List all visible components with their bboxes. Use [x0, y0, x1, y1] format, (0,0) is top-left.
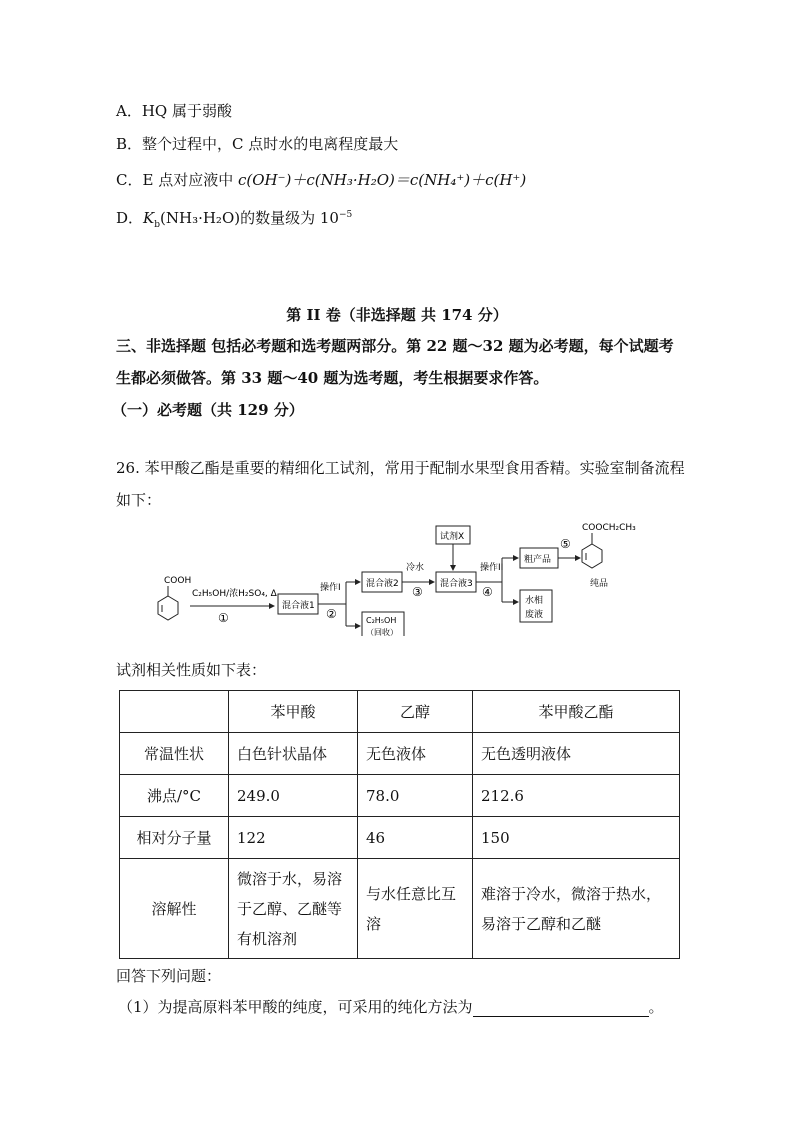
table-header-cell — [120, 691, 229, 733]
table-cell: 249.0 — [229, 775, 358, 817]
reagent-label: C₂H₅OH/浓H₂SO₄, Δ — [192, 589, 277, 599]
table-header-cell: 苯甲酸乙酯 — [473, 691, 680, 733]
table-row — [120, 817, 680, 859]
option-c-prefix: C．E 点对应液中 — [116, 171, 238, 189]
table-cell: 无色透明液体 — [473, 733, 680, 775]
option-b: B．整个过程中，C 点时水的电离程度最大 — [116, 135, 399, 153]
table-cell: 150 — [473, 817, 680, 859]
table-header-cell: 乙醇 — [358, 691, 473, 733]
table-cell: 常温性状 — [120, 733, 229, 775]
step-2: ② — [326, 607, 337, 621]
question-1 — [118, 997, 664, 1017]
table-cell: 溶解性 — [120, 859, 229, 959]
step-3: ③ — [412, 585, 423, 599]
question-1-end: 。 — [648, 998, 664, 1016]
table-cell: 微溶于水，易溶于乙醇、乙醚等有机溶剂 — [229, 859, 358, 959]
option-d-exp: −5 — [338, 210, 353, 220]
table-row — [120, 859, 680, 959]
product-label: COOCH₂CH₃ — [582, 523, 636, 533]
table-row — [120, 733, 680, 775]
pure-label: 纯品 — [590, 579, 609, 589]
section-title: 第 II 卷（非选择题 共 174 分） — [286, 306, 508, 324]
table-header-cell: 苯甲酸 — [229, 691, 358, 733]
mix2-label: 混合液2 — [366, 579, 399, 589]
step-4: ④ — [482, 585, 493, 599]
table-cell: 与水任意比互溶 — [358, 859, 473, 959]
table-intro: 试剂相关性质如下表： — [116, 661, 267, 679]
option-d-prefix: D． — [116, 209, 144, 227]
answer-intro: 回答下列问题： — [116, 967, 222, 985]
water-label-1: 水相 — [525, 596, 544, 606]
option-c-formula: c(OH⁻)＋c(NH₃·H₂O)＝c(NH₄⁺)＋c(H⁺) — [237, 171, 527, 189]
table-cell: 白色针状晶体 — [229, 733, 358, 775]
table-cell: 212.6 — [473, 775, 680, 817]
option-d-sub: b — [154, 220, 161, 230]
option-d-rest: (NH₃·H₂O)的数量级为 10 — [160, 209, 339, 227]
op1-label: 操作I — [320, 583, 341, 593]
table-cell: 78.0 — [358, 775, 473, 817]
table-cell: 沸点/°C — [120, 775, 229, 817]
properties-table — [119, 690, 680, 959]
table-cell: 122 — [229, 817, 358, 859]
op2-label: 操作II — [480, 563, 504, 573]
question-1-text: （1）为提高原料苯甲酸的纯度，可采用的纯化方法为 — [118, 998, 473, 1016]
table-cell: 无色液体 — [358, 733, 473, 775]
step-5: ⑤ — [560, 537, 571, 551]
table-cell: 难溶于冷水，微溶于热水，易溶于乙醇和乙醚 — [473, 859, 680, 959]
crude-label: 粗产品 — [524, 555, 552, 565]
answer-blank[interactable] — [473, 1001, 649, 1017]
mix1-label: 混合液1 — [282, 601, 315, 611]
benzene-ring-product — [582, 544, 602, 568]
start-label: COOH — [164, 576, 192, 586]
benzene-ring-start — [158, 596, 178, 620]
step-1: ① — [218, 611, 229, 625]
table-row — [120, 775, 680, 817]
option-c — [116, 170, 526, 190]
recycle-label-1: C₂H₅OH — [366, 616, 397, 625]
reagent-x-label: 试剂X — [440, 532, 465, 542]
table-cell: 相对分子量 — [120, 817, 229, 859]
section-sub: （一）必考题（共 129 分） — [112, 401, 304, 419]
flow-diagram — [150, 518, 650, 636]
question-26: 26. 苯甲酸乙酯是重要的精细化工试剂，常用于配制水果型食用香精。实验室制备流程如下： — [116, 459, 685, 509]
option-d — [116, 205, 352, 235]
table-cell: 46 — [358, 817, 473, 859]
option-d-k: K — [143, 209, 155, 227]
option-a: A．HQ 属于弱酸 — [116, 102, 232, 120]
water-label-2: 废液 — [525, 610, 544, 620]
recycle-label-2: （回收） — [366, 628, 398, 636]
cold-label: 冷水 — [406, 563, 425, 573]
table-header-row — [120, 691, 680, 733]
section-intro: 三、非选择题 包括必考题和选考题两部分。第 22 题～32 题为必考题，每个试题考生都必须做答。第 33 题～40 题为选考题，考生根据要求作答。 — [116, 337, 674, 387]
mix3-label: 混合液3 — [440, 579, 473, 589]
